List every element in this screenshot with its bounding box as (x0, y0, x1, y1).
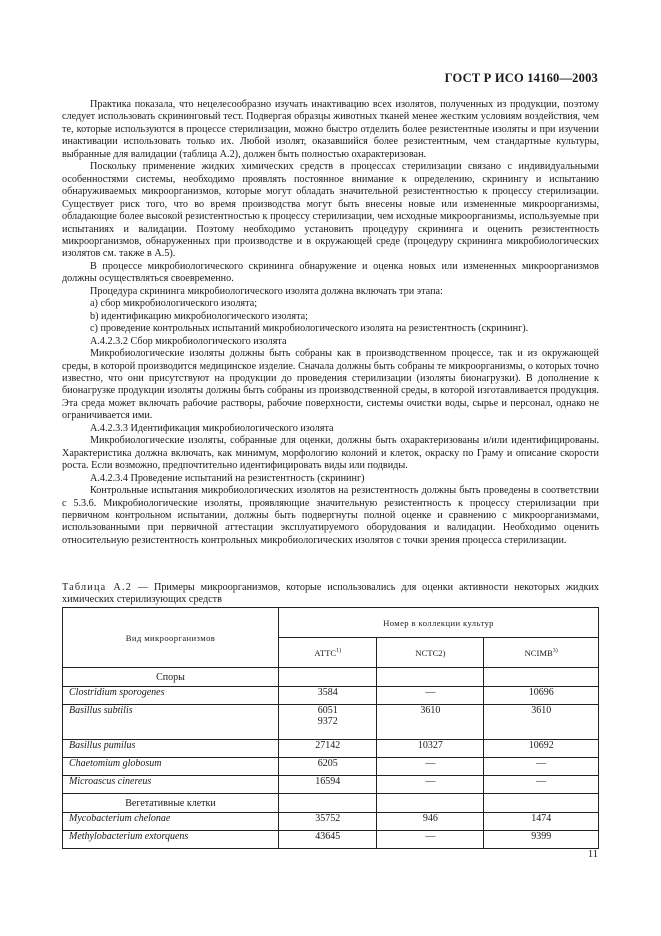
microorganism-table (62, 607, 599, 849)
body-text (62, 99, 599, 547)
nctc-number: 10327 (377, 740, 484, 758)
column-header-nctc: NCTC2) (377, 638, 484, 668)
column-header-collection: Номер в коллекции культур (279, 608, 599, 638)
section-heading: А.4.2.3.4 Проведение испытаний на резистентность (скрининг) (90, 472, 365, 484)
paragraph: Микробиологические изоляты, собранные для оценки, должны быть охарактеризованы и/или идентифицированы. Характеристика должна включать, как минимум, морфологию колоний и клеток, окраску по Граму и описание скорости роста. Если возможно, предпочтительно идентифицировать виды или подвиды. (62, 435, 599, 472)
nctc-number: 3610 (377, 705, 484, 740)
organism-name: Basillus subtilis (63, 705, 279, 740)
paragraph: Процедура скрининга микробиологического изолята должна включать три этапа: (90, 285, 443, 297)
table-row (63, 831, 599, 849)
table-group-row (63, 668, 599, 687)
section-heading: А.4.2.3.2 Сбор микробиологического изолята (90, 335, 287, 347)
table-empty-cell (377, 668, 484, 687)
table-empty-cell (279, 668, 377, 687)
paragraph: Микробиологические изоляты должны быть собраны как в производственном процессе, так и из окружающей среды, в которой производится медицинское изделие. Сначала должны быть собраны те микроорганизмы, о которых точно известно, что они присутствуют на продукции до проведения стерилизации (изоляты бионагрузки). В дополнение к бионагрузке продукции изоляты должны быть собраны из производственной среды, в которой изготавливается продукция. Эта среда может включать рабочие растворы, рабочие поверхности, системы очистки воды, сырье и персонал, однако не ограничивается ими. (62, 348, 599, 422)
ncimb-number: — (484, 776, 599, 794)
paragraph: Практика показала, что нецелесообразно изучать инактивацию всех изолятов, полученных из продукции, поэтому следует использовать скрининговый тест. Подвергая образцы животных тканей менее жестким условиям воздействия, чем те, которые используются в процессе стерилизации, можно быстро отделить более резистентные изоляты и при изучении инактивации использовать только их. Любой изолят, оказавшийся более резистентным, чем стандартные культуры, выбранные для валидации (таблица А.2), должен быть полностью охарактеризован. (62, 99, 599, 160)
organism-name: Clostridium sporogenes (63, 687, 279, 705)
ncimb-number: 1474 (484, 813, 599, 831)
nctc-number: — (377, 776, 484, 794)
section-heading: А.4.2.3.3 Идентификация микробиологического изолята (90, 422, 334, 434)
paragraph: Контрольные испытания микробиологических изолятов на резистентность должны быть проведены в соответствии с 5.3.6. Микробиологические изоляты, проявляющие значительную резистентность к процессу стерилизации при первичном контрольном испытании, должны быть подвергнуты полной оценке и сравнению с микроорганизмами, использованными при первичной аттестации эксплуатируемого оборудования и валидации. Необходимо оценить относительную резистентность контрольных микробиологических изолятов с точки зрения процесса стерилизации. (62, 485, 599, 546)
table-row (63, 813, 599, 831)
organism-name: Methylobacterium extorquens (63, 831, 279, 849)
table-row (63, 687, 599, 705)
table-empty-cell (484, 794, 599, 813)
ncimb-number: — (484, 758, 599, 776)
table-group-title: Вегетативные клетки (63, 794, 279, 813)
nctc-number: — (377, 687, 484, 705)
attc-number: 27142 (279, 740, 377, 758)
table-caption-text: — Примеры микроорганизмов, которые использовались для оценки активности некоторых жидких химических стерилизующих средств (62, 582, 599, 605)
ncimb-number: 10696 (484, 687, 599, 705)
ncimb-number: 3610 (484, 705, 599, 740)
table-empty-cell (484, 668, 599, 687)
organism-name: Basillus pumilus (63, 740, 279, 758)
table-row (63, 776, 599, 794)
ncimb-number: 9399 (484, 831, 599, 849)
list-item: b) идентификацию микробиологического изолята; (90, 310, 309, 322)
attc-number: 6205 (279, 758, 377, 776)
attc-number: 3584 (279, 687, 377, 705)
page-number: 11 (587, 849, 598, 860)
ncimb-number: 10692 (484, 740, 599, 758)
table-row (63, 705, 599, 740)
table-caption (62, 582, 599, 606)
nctc-number: 946 (377, 813, 484, 831)
table-empty-cell (377, 794, 484, 813)
paragraph: Поскольку применение жидких химических средств в процессах стерилизации связано с индивидуальными особенностями системы, необходимо проявлять постоянное внимание к определению, скринингу и испытанию обнаруживаемых микроорганизмов, которые могут обладать значительной резистентностью к процессу стерилизации. Существует риск того, что во время производства могут быть внесены новые или измененные микроорганизмы, обладающие более высокой резистентностью к процессу стерилизации, чем исходные микроорганизмы, используемые при испытаниях и валидации. Поэтому необходимо установить процедуру скрининга и оценить резистентность микроорганизмов, обнаруженных при производстве и в окружающей среде (процедуру скрининга микробиологических изолятов см. также в А.5). (62, 161, 599, 260)
list-item: а) сбор микробиологического изолята; (90, 298, 258, 310)
column-header-attc: АТТС$^{1)}$ (279, 638, 377, 668)
organism-name: Mycobacterium chelonae (63, 813, 279, 831)
table-empty-cell (279, 794, 377, 813)
attc-number: 43645 (279, 831, 377, 849)
nctc-number: — (377, 758, 484, 776)
column-header-ncimb: NCIMB$^{3)}$ (484, 638, 599, 668)
table-group-title: Споры (63, 668, 279, 687)
organism-name: Microascus cinereus (63, 776, 279, 794)
paragraph: В процессе микробиологического скрининга обнаружение и оценка новых или измененных микроорганизмов должны осуществляться своевременно. (62, 260, 599, 285)
attc-number: 6051 9372 (279, 705, 377, 740)
column-header-organism: Вид микроорганизмов (63, 608, 279, 668)
attc-number: 35752 (279, 813, 377, 831)
table-row (63, 740, 599, 758)
nctc-number: — (377, 831, 484, 849)
list-item: с) проведение контрольных испытаний микробиологического изолята на резистентность (скрининг). (90, 323, 529, 335)
attc-number: 16594 (279, 776, 377, 794)
table-group-row (63, 794, 599, 813)
table-row (63, 758, 599, 776)
table-caption-label: Таблица А.2 (62, 582, 133, 593)
document-header: ГОСТ Р ИСО 14160—2003 (444, 71, 598, 85)
organism-name: Chaetomium globosum (63, 758, 279, 776)
